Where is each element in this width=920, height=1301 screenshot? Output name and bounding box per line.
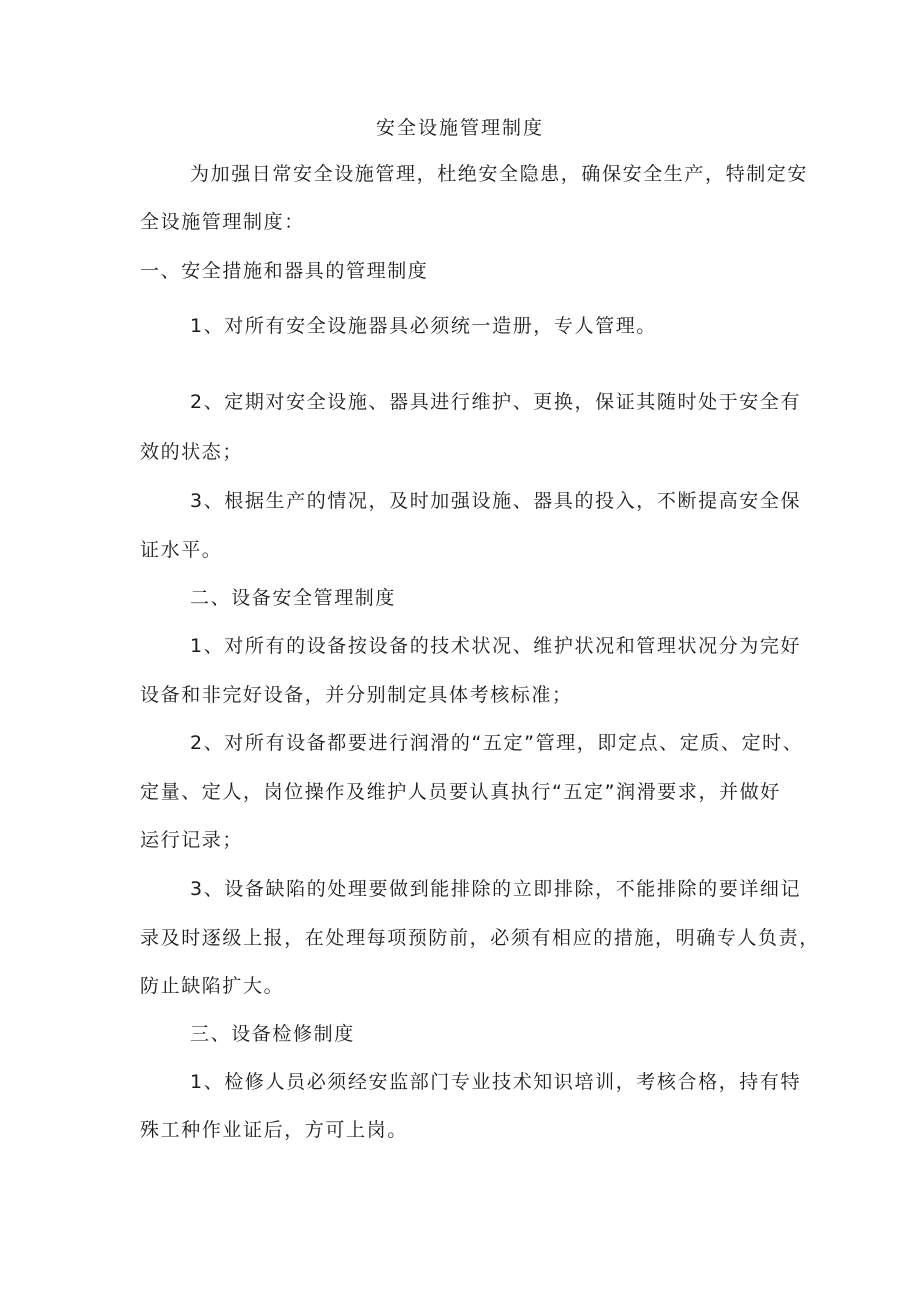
section2-item2-line1: 2、对所有设备都要进行润滑的“五定”管理，即定点、定质、定时、 (190, 732, 804, 754)
section3-item1-line1: 1、检修人员必须经安监部门专业技术知识培训，考核合格，持有特 (190, 1071, 802, 1093)
section2-item3-line3: 防止缺陷扩大。 (140, 975, 285, 997)
section-heading-3: 三、设备检修制度 (190, 1023, 355, 1045)
section1-item1-line1: 1、对所有安全设施器具必须统一造册，专人管理。 (190, 315, 657, 337)
section1-item2-line1: 2、定期对安全设施、器具进行维护、更换，保证其随时处于安全有 (190, 391, 802, 413)
intro-line-1: 为加强日常安全设施管理，杜绝安全隐患，确保安全生产，特制定安 (190, 163, 809, 185)
section3-item1-line2: 殊工种作业证后，方可上岗。 (140, 1119, 408, 1141)
section1-item2-line2: 效的状态； (140, 441, 244, 463)
section2-item1-line1: 1、对所有的设备按设备的技术状况、维护状况和管理状况分为完好 (190, 635, 802, 657)
intro-line-2: 全设施管理制度： (140, 211, 305, 233)
section2-item1-line2: 设备和非完好设备，并分别制定具体考核标准； (140, 684, 573, 706)
section2-item2-line2: 定量、定人，岗位操作及维护人员要认真执行“五定”润滑要求，并做好 (140, 781, 781, 803)
section2-item3-line2: 录及时逐级上报，在处理每项预防前，必须有相应的措施，明确专人负责， (140, 927, 820, 949)
section-heading-2: 二、设备安全管理制度 (190, 587, 397, 609)
section1-item3-line1: 3、根据生产的情况，及时加强设施、器具的投入，不断提高安全保 (190, 490, 802, 512)
section2-item3-line1: 3、设备缺陷的处理要做到能排除的立即排除，不能排除的要详细记 (190, 878, 802, 900)
section2-item2-line3: 运行记录； (140, 829, 244, 851)
section1-item3-line2: 证水平。 (140, 539, 223, 561)
document-title: 安全设施管理制度 (375, 117, 544, 139)
section-heading-1: 一、安全措施和器具的管理制度 (140, 260, 429, 282)
